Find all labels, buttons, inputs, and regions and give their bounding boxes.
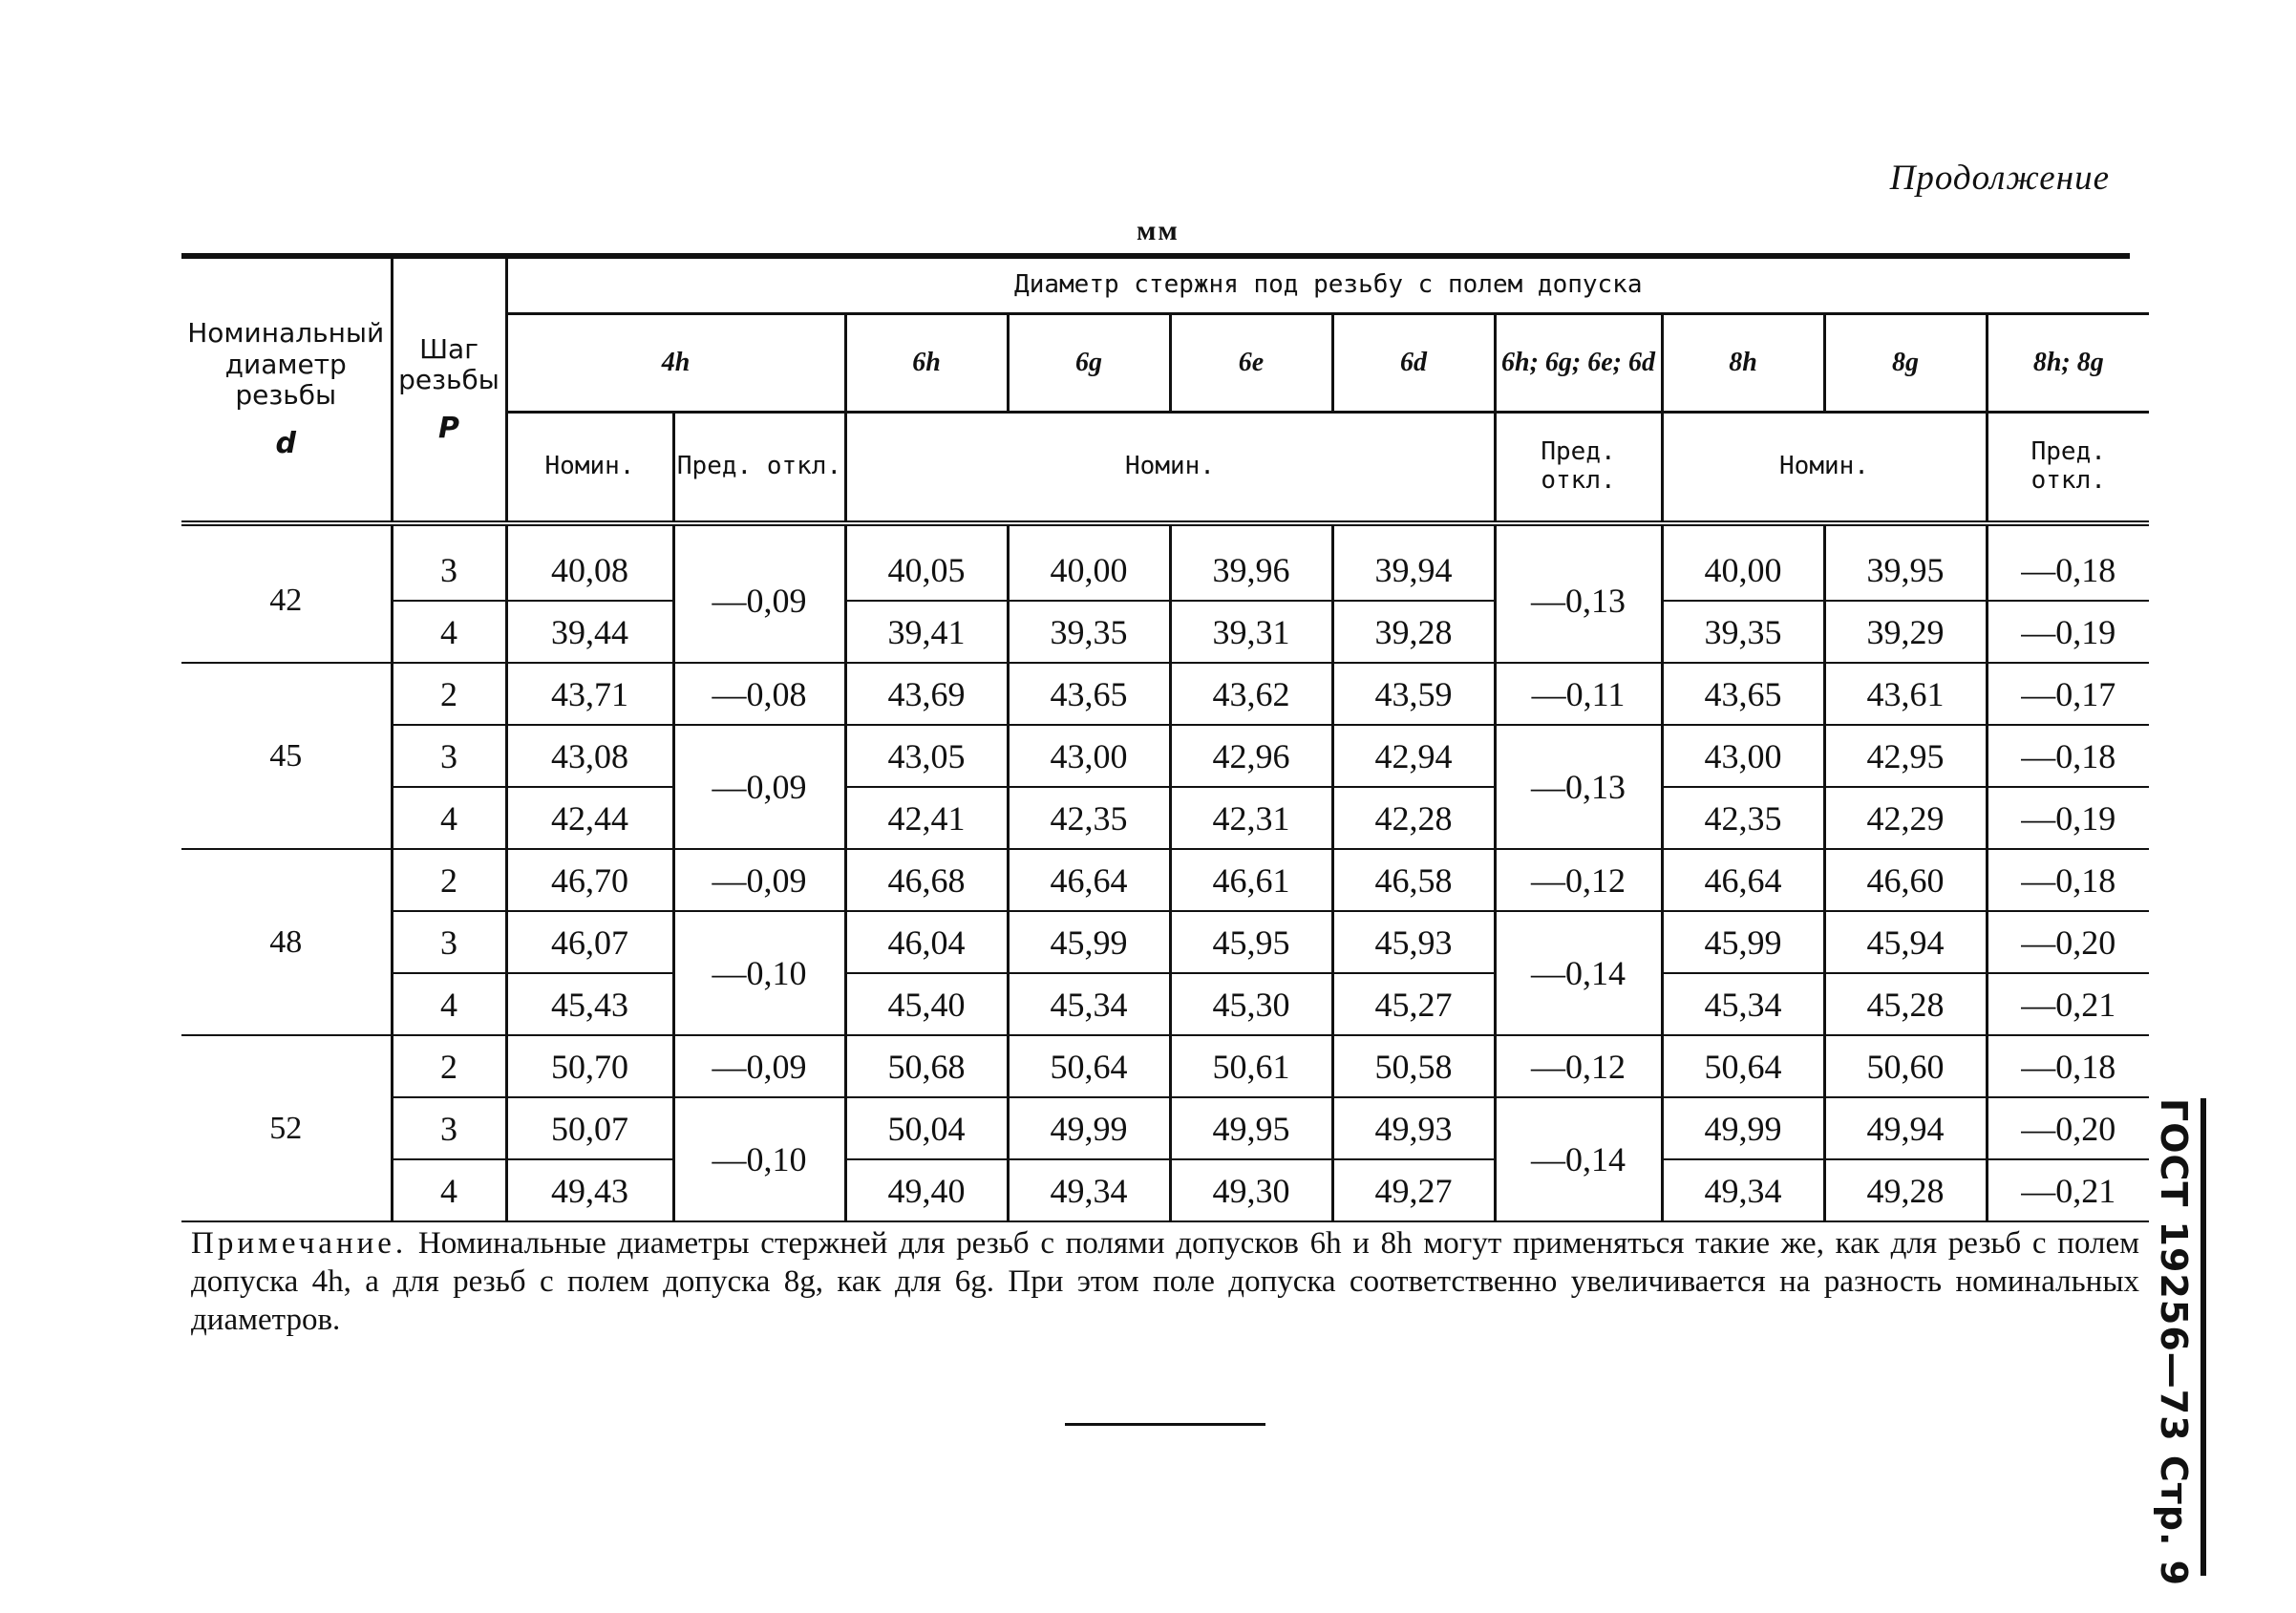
pitch-cell: 3 <box>392 1097 506 1159</box>
nominal-6e-cell: 39,96 <box>1170 523 1332 601</box>
deviation-6-cell: —0,13 <box>1495 725 1662 849</box>
units-label: мм <box>1137 215 1180 246</box>
nominal-6e-cell: 49,95 <box>1170 1097 1332 1159</box>
nominal-8g-cell: 42,29 <box>1824 787 1987 849</box>
group-title-header: Диаметр стержня под резьбу с полем допуска <box>506 259 2149 314</box>
nominal-diameter-header: Номинальный диаметр резьбы d <box>181 259 392 523</box>
nominal-6g-cell: 45,99 <box>1008 911 1170 973</box>
deviation-8-cell: —0,18 <box>1987 849 2149 911</box>
field-6d-header: 6d <box>1332 314 1495 413</box>
nominal-8h-cell: 50,64 <box>1662 1035 1824 1097</box>
table-row <box>181 911 2149 973</box>
nominal-6e-cell: 46,61 <box>1170 849 1332 911</box>
document-side-mark: ГОСТ 19256—73 Стр. 9 <box>2137 1098 2206 1576</box>
nominal-6g-cell: 46,64 <box>1008 849 1170 911</box>
nominal-8h-cell: 39,35 <box>1662 601 1824 663</box>
nominal-6h-cell: 50,04 <box>845 1097 1008 1159</box>
table-row <box>181 973 2149 1035</box>
nominal-4h-cell: 45,43 <box>506 973 673 1035</box>
nominal-6d-cell: 42,28 <box>1332 787 1495 849</box>
deviation-8-cell: —0,18 <box>1987 725 2149 787</box>
nominal-6d-cell: 43,59 <box>1332 663 1495 725</box>
pitch-cell: 4 <box>392 1159 506 1221</box>
nominal-6g-cell: 49,34 <box>1008 1159 1170 1221</box>
nominal-8g-cell: 39,95 <box>1824 523 1987 601</box>
pitch-cell: 2 <box>392 663 506 725</box>
field-6-group-header: 6h; 6g; 6e; 6d <box>1495 314 1662 413</box>
nominal-4h-cell: 43,08 <box>506 725 673 787</box>
nominal-4h-cell: 40,08 <box>506 523 673 601</box>
deviation-4h-cell: —0,10 <box>673 1097 845 1221</box>
deviation-6-cell: —0,13 <box>1495 523 1662 663</box>
footnote <box>191 1224 2139 1339</box>
pitch-cell: 3 <box>392 725 506 787</box>
nominal-8g-cell: 46,60 <box>1824 849 1987 911</box>
nominal-6d-cell: 42,94 <box>1332 725 1495 787</box>
deviation-6-cell: —0,14 <box>1495 911 1662 1035</box>
nominal-8g-cell: 49,94 <box>1824 1097 1987 1159</box>
deviation-4h-cell: —0,10 <box>673 911 845 1035</box>
deviation-4h-cell: —0,09 <box>673 523 845 663</box>
nominal-6h-cell: 39,41 <box>845 601 1008 663</box>
nominal-6e-cell: 43,62 <box>1170 663 1332 725</box>
nominal-6d-cell: 46,58 <box>1332 849 1495 911</box>
nominal-6e-cell: 50,61 <box>1170 1035 1332 1097</box>
nominal-6d-cell: 39,28 <box>1332 601 1495 663</box>
nominal-6e-cell: 45,95 <box>1170 911 1332 973</box>
nominal-6d-cell: 49,27 <box>1332 1159 1495 1221</box>
deviation-8-cell: —0,18 <box>1987 523 2149 601</box>
nominal-6g-cell: 45,34 <box>1008 973 1170 1035</box>
footnote-label: Примечание. <box>191 1226 408 1261</box>
nominal-4h-cell: 49,43 <box>506 1159 673 1221</box>
nominal-6e-cell: 49,30 <box>1170 1159 1332 1221</box>
nominal-4h-header: Номин. <box>506 413 673 524</box>
nominal-6h-cell: 49,40 <box>845 1159 1008 1221</box>
field-8-group-header: 8h; 8g <box>1987 314 2149 413</box>
pitch-header: Шаг резьбы P <box>392 259 506 523</box>
nominal-6g-cell: 43,65 <box>1008 663 1170 725</box>
deviation-8-cell: —0,20 <box>1987 911 2149 973</box>
field-4h-header: 4h <box>506 314 845 413</box>
deviation-4h-cell: —0,09 <box>673 1035 845 1097</box>
nominal-4h-cell: 46,07 <box>506 911 673 973</box>
nominal-6h-cell: 50,68 <box>845 1035 1008 1097</box>
nominal-6h-cell: 46,04 <box>845 911 1008 973</box>
nominal-8h-cell: 49,99 <box>1662 1097 1824 1159</box>
nominal-6g-cell: 39,35 <box>1008 601 1170 663</box>
pitch-cell: 3 <box>392 911 506 973</box>
nominal-6e-cell: 42,96 <box>1170 725 1332 787</box>
nominal-8g-cell: 49,28 <box>1824 1159 1987 1221</box>
pitch-cell: 3 <box>392 523 506 601</box>
nominal-6h-cell: 46,68 <box>845 849 1008 911</box>
nominal-4h-cell: 50,07 <box>506 1097 673 1159</box>
deviation-6-header: Пред. откл. <box>1495 413 1662 524</box>
nominal-8g-cell: 43,61 <box>1824 663 1987 725</box>
nominal-8h-cell: 40,00 <box>1662 523 1824 601</box>
pitch-cell: 4 <box>392 787 506 849</box>
deviation-8-cell: —0,19 <box>1987 787 2149 849</box>
nominal-6h-cell: 43,69 <box>845 663 1008 725</box>
table-row <box>181 1035 2149 1097</box>
pitch-cell: 4 <box>392 973 506 1035</box>
table-row <box>181 1097 2149 1159</box>
nominal-6g-cell: 49,99 <box>1008 1097 1170 1159</box>
nominal-8g-cell: 45,28 <box>1824 973 1987 1035</box>
deviation-4h-cell: —0,09 <box>673 849 845 911</box>
end-rule <box>1065 1423 1265 1426</box>
thread-diameter-table-wrapper <box>181 253 2130 1222</box>
nominal-8h-cell: 46,64 <box>1662 849 1824 911</box>
nominal-8h-cell: 42,35 <box>1662 787 1824 849</box>
nominal-8h-cell: 43,65 <box>1662 663 1824 725</box>
deviation-6-cell: —0,12 <box>1495 1035 1662 1097</box>
field-8h-header: 8h <box>1662 314 1824 413</box>
nominal-8h-cell: 49,34 <box>1662 1159 1824 1221</box>
pitch-cell: 2 <box>392 1035 506 1097</box>
table-body <box>181 523 2149 1221</box>
field-8g-header: 8g <box>1824 314 1987 413</box>
nominal-6h-cell: 40,05 <box>845 523 1008 601</box>
nominal-6e-cell: 42,31 <box>1170 787 1332 849</box>
nominal-diameter-cell: 52 <box>181 1035 392 1221</box>
nominal-diameter-cell: 45 <box>181 663 392 849</box>
table-row <box>181 849 2149 911</box>
nominal-4h-cell: 43,71 <box>506 663 673 725</box>
field-6h-header: 6h <box>845 314 1008 413</box>
nominal-4h-cell: 42,44 <box>506 787 673 849</box>
deviation-4h-cell: —0,08 <box>673 663 845 725</box>
nominal-8h-cell: 45,34 <box>1662 973 1824 1035</box>
field-6e-header: 6e <box>1170 314 1332 413</box>
nominal-6e-cell: 45,30 <box>1170 973 1332 1035</box>
nominal-diameter-cell: 42 <box>181 523 392 663</box>
nominal-6d-cell: 39,94 <box>1332 523 1495 601</box>
nominal-8h-cell: 45,99 <box>1662 911 1824 973</box>
nominal-8g-cell: 50,60 <box>1824 1035 1987 1097</box>
nominal-4h-cell: 46,70 <box>506 849 673 911</box>
nominal-6e-cell: 39,31 <box>1170 601 1332 663</box>
nominal-diameter-cell: 48 <box>181 849 392 1035</box>
deviation-8-cell: —0,21 <box>1987 973 2149 1035</box>
deviation-8-cell: —0,20 <box>1987 1097 2149 1159</box>
nominal-4h-cell: 39,44 <box>506 601 673 663</box>
nominal-8g-cell: 39,29 <box>1824 601 1987 663</box>
pitch-cell: 2 <box>392 849 506 911</box>
nominal-6d-cell: 50,58 <box>1332 1035 1495 1097</box>
nominal-6h-cell: 43,05 <box>845 725 1008 787</box>
continuation-label: Продолжение <box>1889 159 2110 198</box>
nominal-6g-cell: 40,00 <box>1008 523 1170 601</box>
pitch-cell: 4 <box>392 601 506 663</box>
thread-diameter-table <box>181 259 2149 1222</box>
nominal-6g-cell: 42,35 <box>1008 787 1170 849</box>
table-row <box>181 725 2149 787</box>
table-row <box>181 663 2149 725</box>
nominal-6h-cell: 45,40 <box>845 973 1008 1035</box>
deviation-8-cell: —0,21 <box>1987 1159 2149 1221</box>
deviation-4h-header: Пред. откл. <box>673 413 845 524</box>
nominal-8g-cell: 45,94 <box>1824 911 1987 973</box>
field-6g-header: 6g <box>1008 314 1170 413</box>
nominal-8h-cell: 43,00 <box>1662 725 1824 787</box>
nominal-4h-cell: 50,70 <box>506 1035 673 1097</box>
deviation-8-cell: —0,17 <box>1987 663 2149 725</box>
deviation-4h-cell: —0,09 <box>673 725 845 849</box>
footnote-text: Номинальные диаметры стержней для резьб с полями допусков 6h и 8h могут применяться такие же, как для резьб с полем допуска 4h, а для резьб с полем допуска 8g, как для 6g. При этом поле допуска соответственно увеличивается на разность номинальных диаметров. <box>191 1226 2139 1337</box>
table-row <box>181 1159 2149 1221</box>
deviation-8-header: Пред. откл. <box>1987 413 2149 524</box>
nominal-8g-cell: 42,95 <box>1824 725 1987 787</box>
table-row <box>181 523 2149 601</box>
nominal-6d-cell: 49,93 <box>1332 1097 1495 1159</box>
nominal-6d-cell: 45,27 <box>1332 973 1495 1035</box>
deviation-8-cell: —0,18 <box>1987 1035 2149 1097</box>
table-row <box>181 787 2149 849</box>
deviation-6-cell: —0,12 <box>1495 849 1662 911</box>
deviation-8-cell: —0,19 <box>1987 601 2149 663</box>
deviation-6-cell: —0,14 <box>1495 1097 1662 1221</box>
nominal-6g-cell: 50,64 <box>1008 1035 1170 1097</box>
nominal-6-header: Номин. <box>845 413 1495 524</box>
nominal-6g-cell: 43,00 <box>1008 725 1170 787</box>
nominal-8-header: Номин. <box>1662 413 1987 524</box>
nominal-6d-cell: 45,93 <box>1332 911 1495 973</box>
deviation-6-cell: —0,11 <box>1495 663 1662 725</box>
nominal-6h-cell: 42,41 <box>845 787 1008 849</box>
table-row <box>181 601 2149 663</box>
